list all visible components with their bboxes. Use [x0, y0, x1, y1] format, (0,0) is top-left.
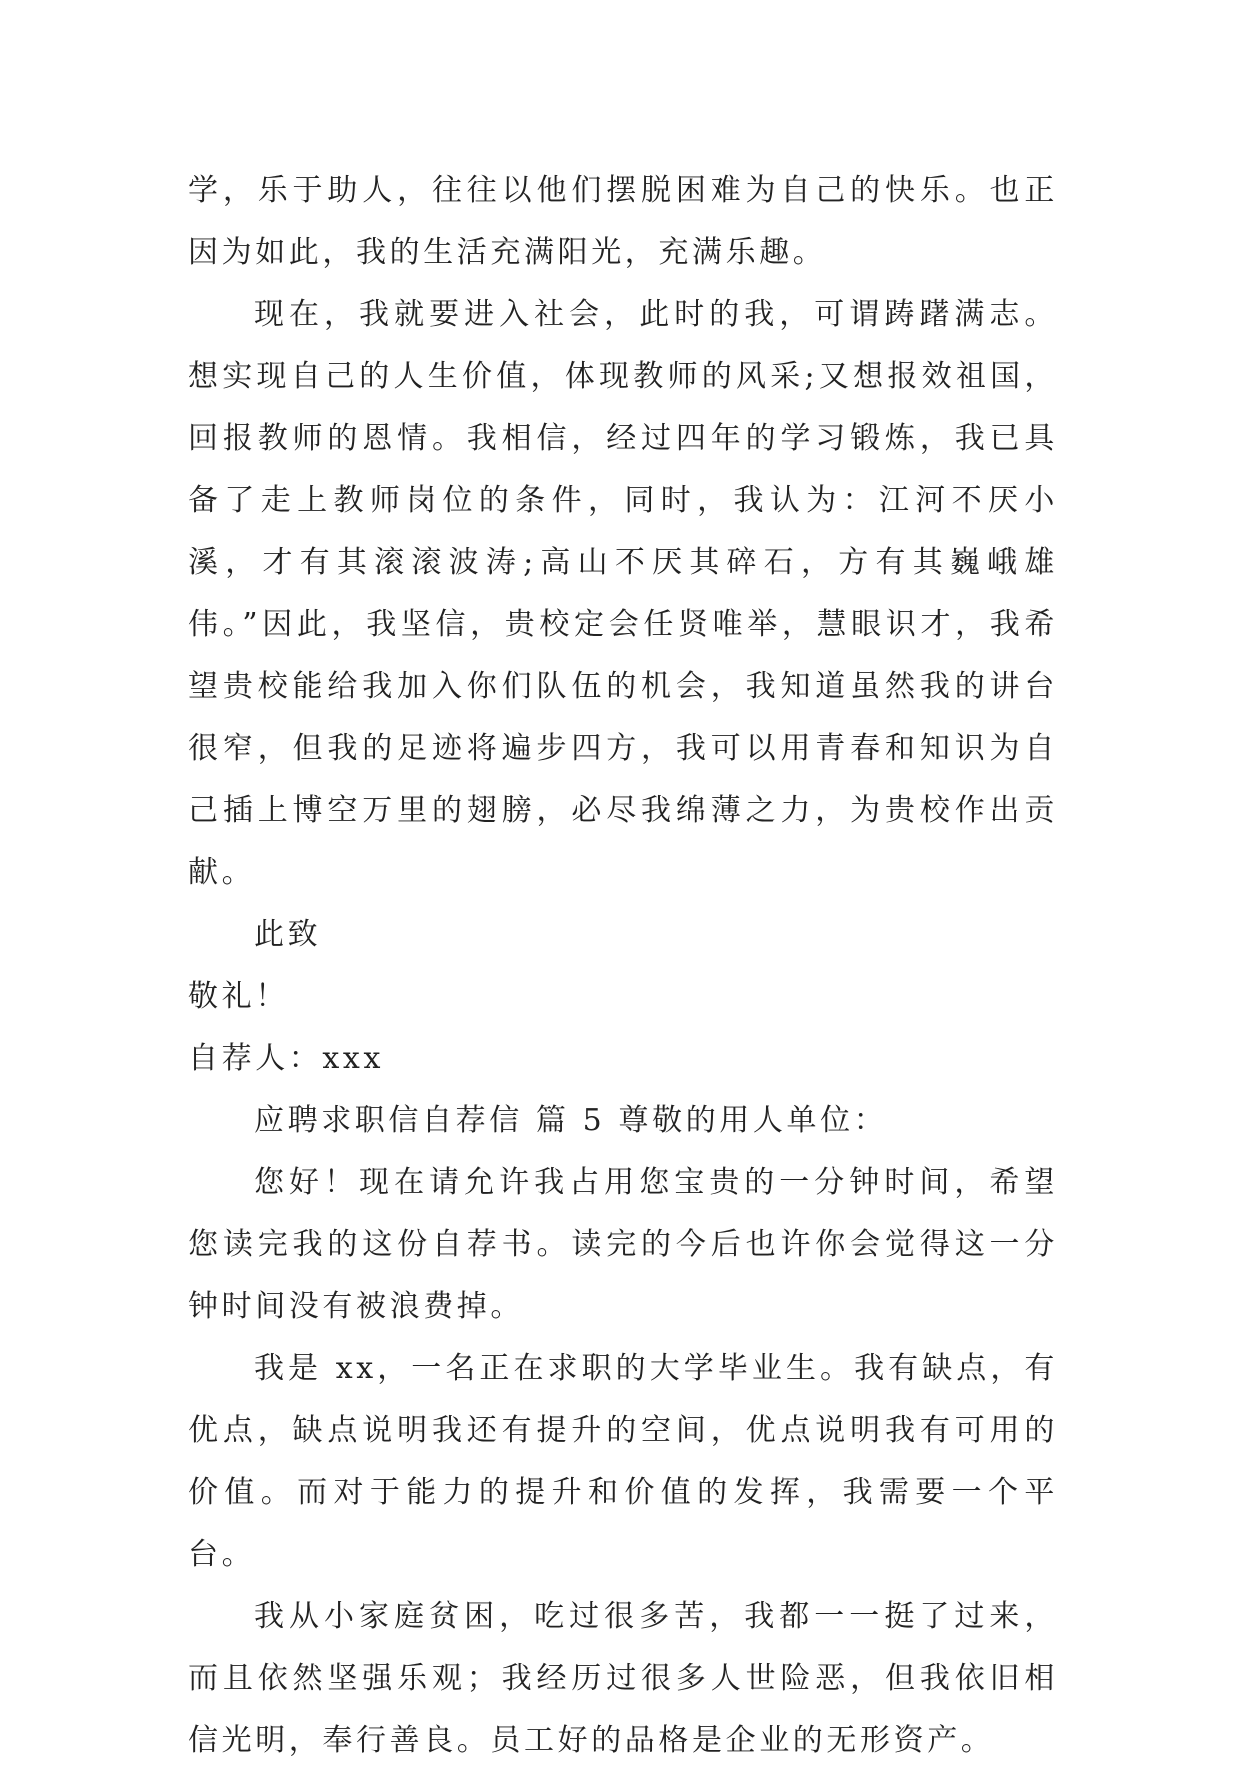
closing-respect: 敬礼！ [188, 979, 289, 1014]
paragraph-continuation: 学，乐于助人，往往以他们摆脱困难为自己的快乐。也正因为如此，我的生活充满阳光，充满乐趣。 [188, 173, 1058, 270]
signature-line: 自荐人：xxx [188, 1041, 384, 1076]
document-body [188, 160, 1058, 1772]
paragraph-background: 我从小家庭贫困，吃过很多苦，我都一一挺了过来，而且依然坚强乐观；我经历过很多人世险恶，但我依旧相信光明，奉行善良。员工好的品格是企业的无形资产。 [188, 1599, 1058, 1758]
closing-salutation: 此致 [254, 917, 322, 952]
paragraph-greeting: 您好！现在请允许我占用您宝贵的一分钟时间，希望您读完我的这份自荐书。读完的今后也许你会觉得这一分钟时间没有被浪费掉。 [188, 1165, 1058, 1324]
section-heading: 应聘求职信自荐信 篇 5 尊敬的用人单位： [254, 1103, 888, 1138]
paragraph-aspiration: 现在，我就要进入社会，此时的我，可谓踌躇满志。想实现自己的人生价值，体现教师的风采;又想报效祖国，回报教师的恩情。我相信，经过四年的学习锻炼，我已具备了走上教师岗位的条件，同时，我认为：江河不厌小溪，才有其滚滚波涛;高山不厌其碎石，方有其巍峨雄伟。”因此，我坚信，贵校定会任贤唯举，慧眼识才，我希望贵校能给我加入你们队伍的机会，我知道虽然我的讲台很窄，但我的足迹将遍步四方，我可以用青春和知识为自己插上博空万里的翅膀，必尽我绵薄之力，为贵校作出贡献。 [188, 297, 1058, 890]
paragraph-introduction: 我是 xx，一名正在求职的大学毕业生。我有缺点，有优点，缺点说明我还有提升的空间，优点说明我有可用的价值。而对于能力的提升和价值的发挥，我需要一个平台。 [188, 1351, 1058, 1572]
